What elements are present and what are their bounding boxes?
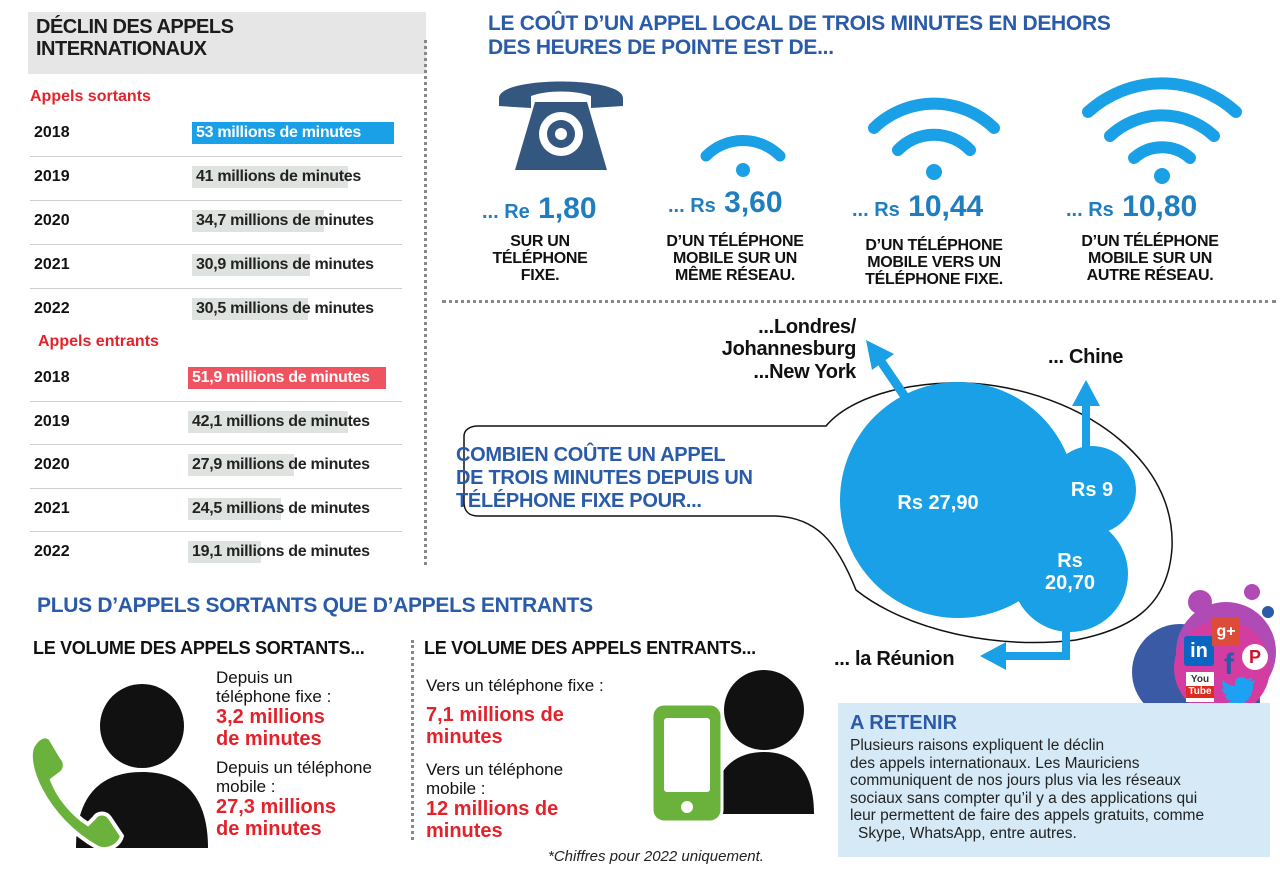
out-mobile-value: 27,3 millions de minutes (216, 796, 337, 840)
desc-fixed: SUR UN TÉLÉPHONE FIXE. (492, 233, 588, 284)
youtube-icon: You Tube (1186, 672, 1214, 702)
year-label: 2018 (34, 369, 70, 386)
year-label: 2019 (34, 168, 70, 185)
out-fixed-value: 3,2 millions de minutes (216, 706, 325, 750)
bar-value-label: 51,9 millions de minutes (192, 369, 370, 386)
in-fixed-value: 7,1 millions de minutes (426, 704, 564, 748)
in-mobile-label: Vers un téléphone mobile : (426, 760, 564, 798)
retenir-text: Plusieurs raisons expliquent le déclin des appels internationaux. Les Mauriciens communiquent de nos jours plus via les réseaux sociaux sans compter qu’il y a des applications qui leur permettent de faire des appels gratuits, comme Skype, WhatsApp, entre autres. (850, 737, 1205, 842)
price-mobile-same: ... Rs 3,60 (668, 186, 783, 219)
left-divider (424, 40, 427, 565)
bar-value-label: 30,5 millions de minutes (196, 300, 374, 317)
in-mobile-value: 12 millions de minutes (426, 798, 559, 842)
row-separator (30, 444, 402, 445)
row-separator (30, 488, 402, 489)
retenir-title: A RETENIR (850, 712, 958, 734)
out-fixed-label: Depuis un téléphone fixe : (216, 668, 332, 706)
bar-value-label: 24,5 millions de minutes (192, 499, 370, 517)
local-call-title: LE COÛT D’UN APPEL LOCAL DE TROIS MINUTES EN DEHORS DES HEURES DE POINTE EST DE... (488, 12, 1111, 59)
incoming-label: Appels entrants (38, 333, 159, 350)
outgoing-volume-title: LE VOLUME DES APPELS SORTANTS... (33, 638, 365, 658)
right-divider (442, 300, 1276, 303)
price-big: Rs 27,90 (897, 492, 979, 514)
desc-mobile-other: D’UN TÉLÉPHONE MOBILE SUR UN AUTRE RÉSEAU. (1081, 233, 1219, 284)
left-title: DÉCLIN DES APPELS INTERNATIONAUX (36, 16, 234, 60)
footnote: *Chiffres pour 2022 uniquement. (548, 848, 764, 865)
year-label: 2020 (34, 212, 70, 229)
outgoing-label: Appels sortants (30, 88, 151, 105)
bar-value-label: 27,9 millions de minutes (192, 456, 370, 473)
row-separator (30, 531, 402, 532)
google-plus-icon: g+ (1212, 618, 1240, 646)
bottom-title: PLUS D’APPELS SORTANTS QUE D’APPELS ENTRANTS (37, 594, 593, 617)
wifi-small-icon (700, 126, 786, 178)
bar-value-label: 42,1 millions de minutes (192, 412, 370, 430)
price-reunion: Rs 20,70 (1044, 550, 1096, 594)
twitter-icon (1222, 676, 1256, 704)
wifi-large-icon (1080, 74, 1244, 186)
price-fixed: ... Re 1,80 (482, 192, 597, 225)
wifi-medium-icon (866, 86, 1002, 184)
desc-mobile-fixed: D’UN TÉLÉPHONE MOBILE VERS UN TÉLÉPHONE FIXE. (865, 237, 1003, 288)
year-label: 2020 (34, 456, 70, 473)
dest-reunion: ... la Réunion (834, 648, 955, 670)
bar-value-label: 19,1 millions de minutes (192, 543, 370, 560)
row-separator (30, 401, 402, 402)
linkedin-icon: in (1184, 636, 1214, 666)
bar-value-label: 30,9 millions de minutes (196, 256, 374, 273)
price-china: Rs 9 (1070, 479, 1114, 501)
year-label: 2019 (34, 412, 70, 430)
person-mobile-icon (650, 664, 816, 824)
in-fixed-label: Vers un téléphone fixe : (426, 676, 604, 695)
year-label: 2021 (34, 499, 70, 517)
bottom-divider (411, 640, 414, 840)
landline-phone-icon (495, 72, 627, 176)
pinterest-icon: P (1242, 644, 1268, 670)
row-separator (30, 288, 402, 289)
desc-mobile-same: D’UN TÉLÉPHONE MOBILE SUR UN MÊME RÉSEAU. (666, 233, 804, 284)
row-separator (30, 244, 402, 245)
incoming-volume-title: LE VOLUME DES APPELS ENTRANTS... (424, 638, 756, 658)
facebook-icon: f (1224, 648, 1234, 681)
international-question: COMBIEN COÛTE UN APPEL DE TROIS MINUTES DEPUIS UN TÉLÉPHONE FIXE POUR... (456, 444, 753, 512)
dest-china: ... Chine (1048, 346, 1124, 368)
price-mobile-other: ... Rs 10,80 (1066, 190, 1198, 223)
dest-newyork: ...New York (753, 361, 856, 383)
year-label: 2022 (34, 543, 70, 560)
price-mobile-fixed: ... Rs 10,44 (852, 190, 984, 223)
out-mobile-label: Depuis un téléphone mobile : (216, 758, 372, 796)
person-phone-icon (26, 680, 210, 852)
year-label: 2022 (34, 300, 70, 317)
bar-value-label: 53 millions de minutes (196, 124, 362, 141)
bar-value-label: 34,7 millions de minutes (196, 212, 374, 229)
bar-value-label: 41 millions de minutes (196, 168, 362, 185)
row-separator (30, 156, 402, 157)
dest-london: ...Londres/ Johannesburg (721, 316, 856, 360)
year-label: 2018 (34, 124, 70, 141)
year-label: 2021 (34, 256, 70, 273)
row-separator (30, 200, 402, 201)
